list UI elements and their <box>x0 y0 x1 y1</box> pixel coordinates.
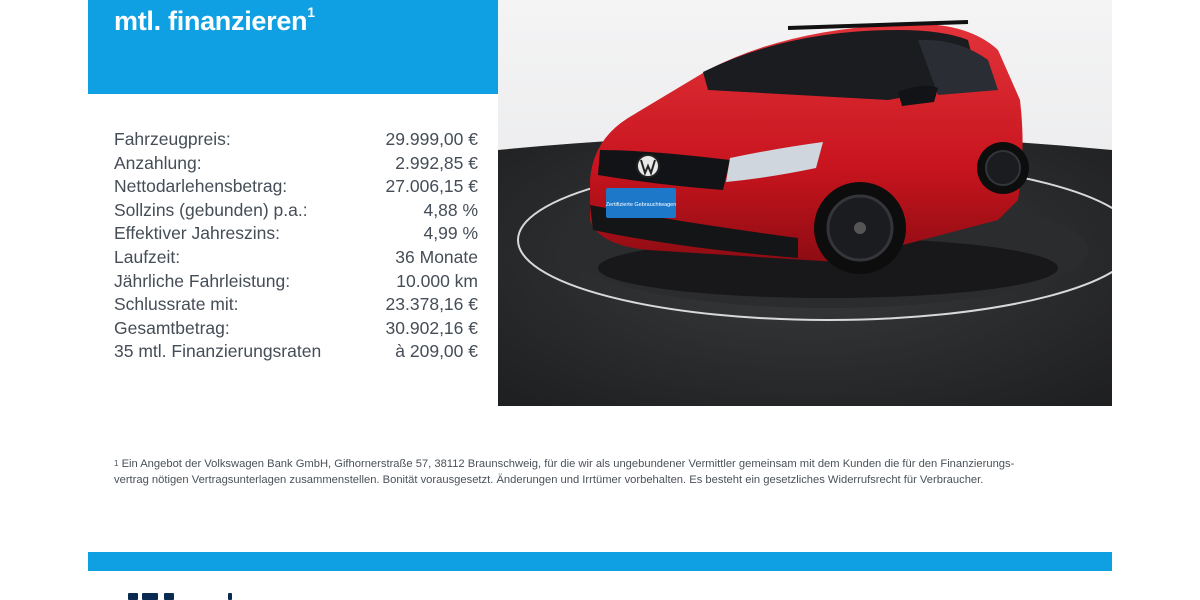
financing-detail-row <box>114 175 478 199</box>
car-illustration <box>498 0 1112 406</box>
car-photo <box>498 0 1112 406</box>
financing-detail-value: 27.006,15 € <box>385 176 478 197</box>
dealer-plate-text: Zertifizierte Gebrauchtwagen <box>605 202 677 208</box>
offer-title-text: mtl. finanzieren <box>114 6 308 36</box>
financing-detail-value: 29.999,00 € <box>385 129 478 149</box>
financing-detail-label: Nettodarlehensbetrag: <box>114 176 288 197</box>
financing-detail-row <box>114 293 478 317</box>
offer-title <box>114 6 315 37</box>
legal-footnote <box>114 456 1034 488</box>
financing-detail-row <box>114 128 478 152</box>
financing-detail-label: 35 mtl. Finanzierungsraten <box>114 341 322 362</box>
financing-detail-value: 23.378,16 € <box>385 294 478 315</box>
financing-detail-value: 2.992,85 € <box>395 152 478 173</box>
offer-title-footnote-marker: 1 <box>307 4 315 20</box>
footnote-marker: 1 <box>114 459 119 468</box>
offer-header <box>88 0 498 94</box>
financing-detail-row <box>114 340 478 364</box>
footer-logo-fragment <box>120 593 240 600</box>
financing-detail-label: Laufzeit: <box>114 246 181 267</box>
financing-detail-label: Gesamtbetrag: <box>114 317 230 338</box>
financing-detail-label: Effektiver Jahreszins: <box>114 223 280 244</box>
financing-detail-row <box>114 246 478 270</box>
financing-detail-value: à 209,00 € <box>395 341 478 362</box>
financing-detail-label: Anzahlung: <box>114 152 202 173</box>
financing-detail-value: 30.902,16 € <box>385 317 478 338</box>
financing-detail-label: Sollzins (gebunden) p.a.: <box>114 199 308 220</box>
front-wheel <box>814 182 906 274</box>
rear-wheel <box>977 142 1029 194</box>
footer-blue-bar <box>88 552 1112 571</box>
financing-detail-value: 4,99 % <box>423 223 478 244</box>
financing-detail-label: Schlussrate mit: <box>114 294 239 315</box>
financing-details-list <box>114 128 478 364</box>
financing-detail-row <box>114 152 478 176</box>
financing-detail-row <box>114 199 478 223</box>
financing-detail-value: 36 Monate <box>395 246 478 267</box>
footnote-text: Ein Angebot der Volkswagen Bank GmbH, Gifhornerstraße 57, 38112 Braunschweig, für die wir als ungebundener Vermittler gemeinsam mit dem Kunden die für den Finanzierungs-vertrag nötigen Vertragsunterlagen zusammenstellen. Bonität vorausgesetzt. Änderungen und Irrtümer vorbehalten. Es besteht ein gesetzliches Widerrufsrecht für Verbraucher. <box>114 458 1015 486</box>
financing-detail-value: 10.000 km <box>396 270 478 291</box>
financing-detail-label: Jährliche Fahrleistung: <box>114 270 291 291</box>
financing-detail-row <box>114 222 478 246</box>
financing-detail-row <box>114 270 478 294</box>
financing-detail-label: Fahrzeugpreis: <box>114 129 231 149</box>
financing-detail-row <box>114 317 478 341</box>
financing-detail-value: 4,88 % <box>423 199 478 220</box>
